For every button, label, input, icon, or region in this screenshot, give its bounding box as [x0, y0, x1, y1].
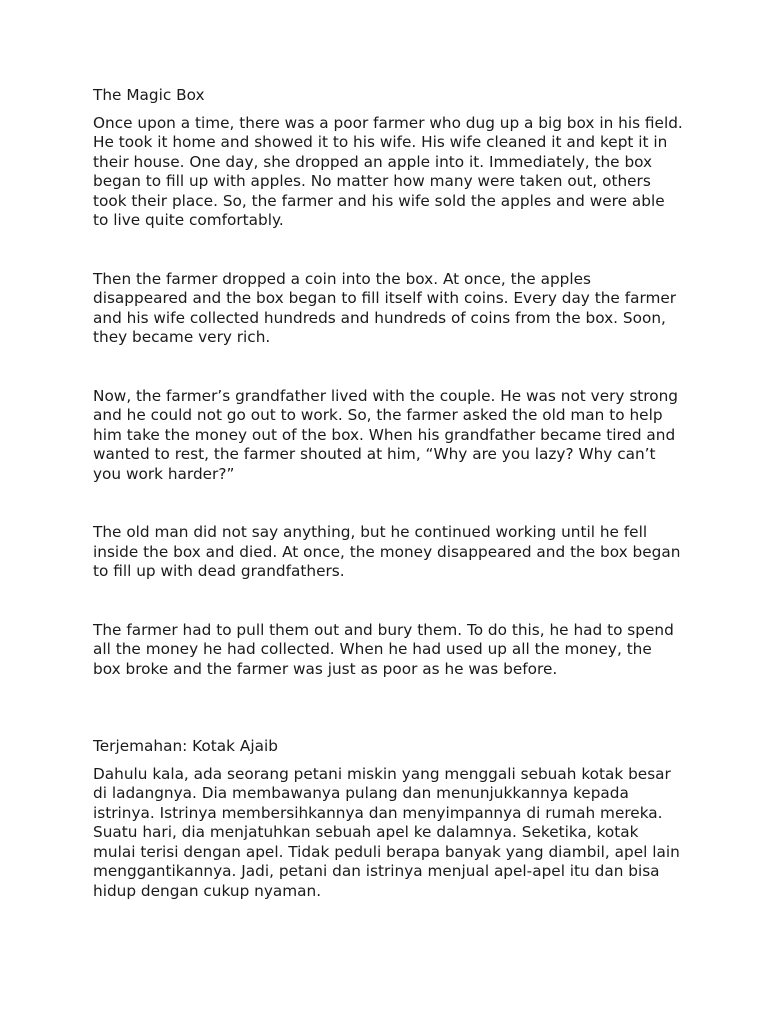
paragraph-5: The farmer had to pull them out and bury them. To do this, he had to spend all the money he had collected. When he had used up all the money, the box broke and the farmer was just as poor as he was before. [93, 620, 674, 678]
document-title: The Magic Box [93, 86, 205, 104]
translation-title: Terjemahan: Kotak Ajaib [93, 737, 278, 755]
translation-paragraph-1: Dahulu kala, ada seorang petani miskin yang menggali sebuah kotak besar di ladangnya. Dia membawanya pulang dan menunjukkannya kepada istrinya. Istrinya membersihkannya dan menyimpannya di rumah mereka. Suatu hari, dia menjatuhkan sebuah apel ke dalamnya. Seketika, kotak mulai terisi dengan apel. Tidak peduli berapa banyak yang diambil, apel lain menggantikannya. Jadi, petani dan istrinya menjual apel-apel itu dan bisa hidup dengan cukup nyaman. [93, 764, 680, 900]
document-page [93, 86, 683, 901]
paragraph-4: The old man did not say anything, but he continued working until he fell inside the box and died. At once, the money disappeared and the box began to fill up with dead grandfathers. [93, 523, 681, 580]
paragraph-3: Now, the farmer’s grandfather lived with the couple. He was not very strong and he could not go out to work. So, the farmer asked the old man to help him take the money out of the box. When his grandfather became tired and wanted to rest, the farmer shouted at him, “Why are you lazy? Why can’t you work harder?” [93, 386, 679, 483]
paragraph-1: Once upon a time, there was a poor farmer who dug up a big box in his field. He took it home and showed it to his wife. His wife cleaned it and kept it in their house. One day, she dropped an apple into it. Immediately, the box began to fill up with apples. No matter how many were taken out, others took their place. So, the farmer and his wife sold the apples and were able to live quite comfortably. [93, 113, 683, 229]
paragraph-2: Then the farmer dropped a coin into the box. At once, the apples disappeared and the box began to fill itself with coins. Every day the farmer and his wife collected hundreds and hundreds of coins from the box. Soon, they became very rich. [93, 269, 677, 346]
